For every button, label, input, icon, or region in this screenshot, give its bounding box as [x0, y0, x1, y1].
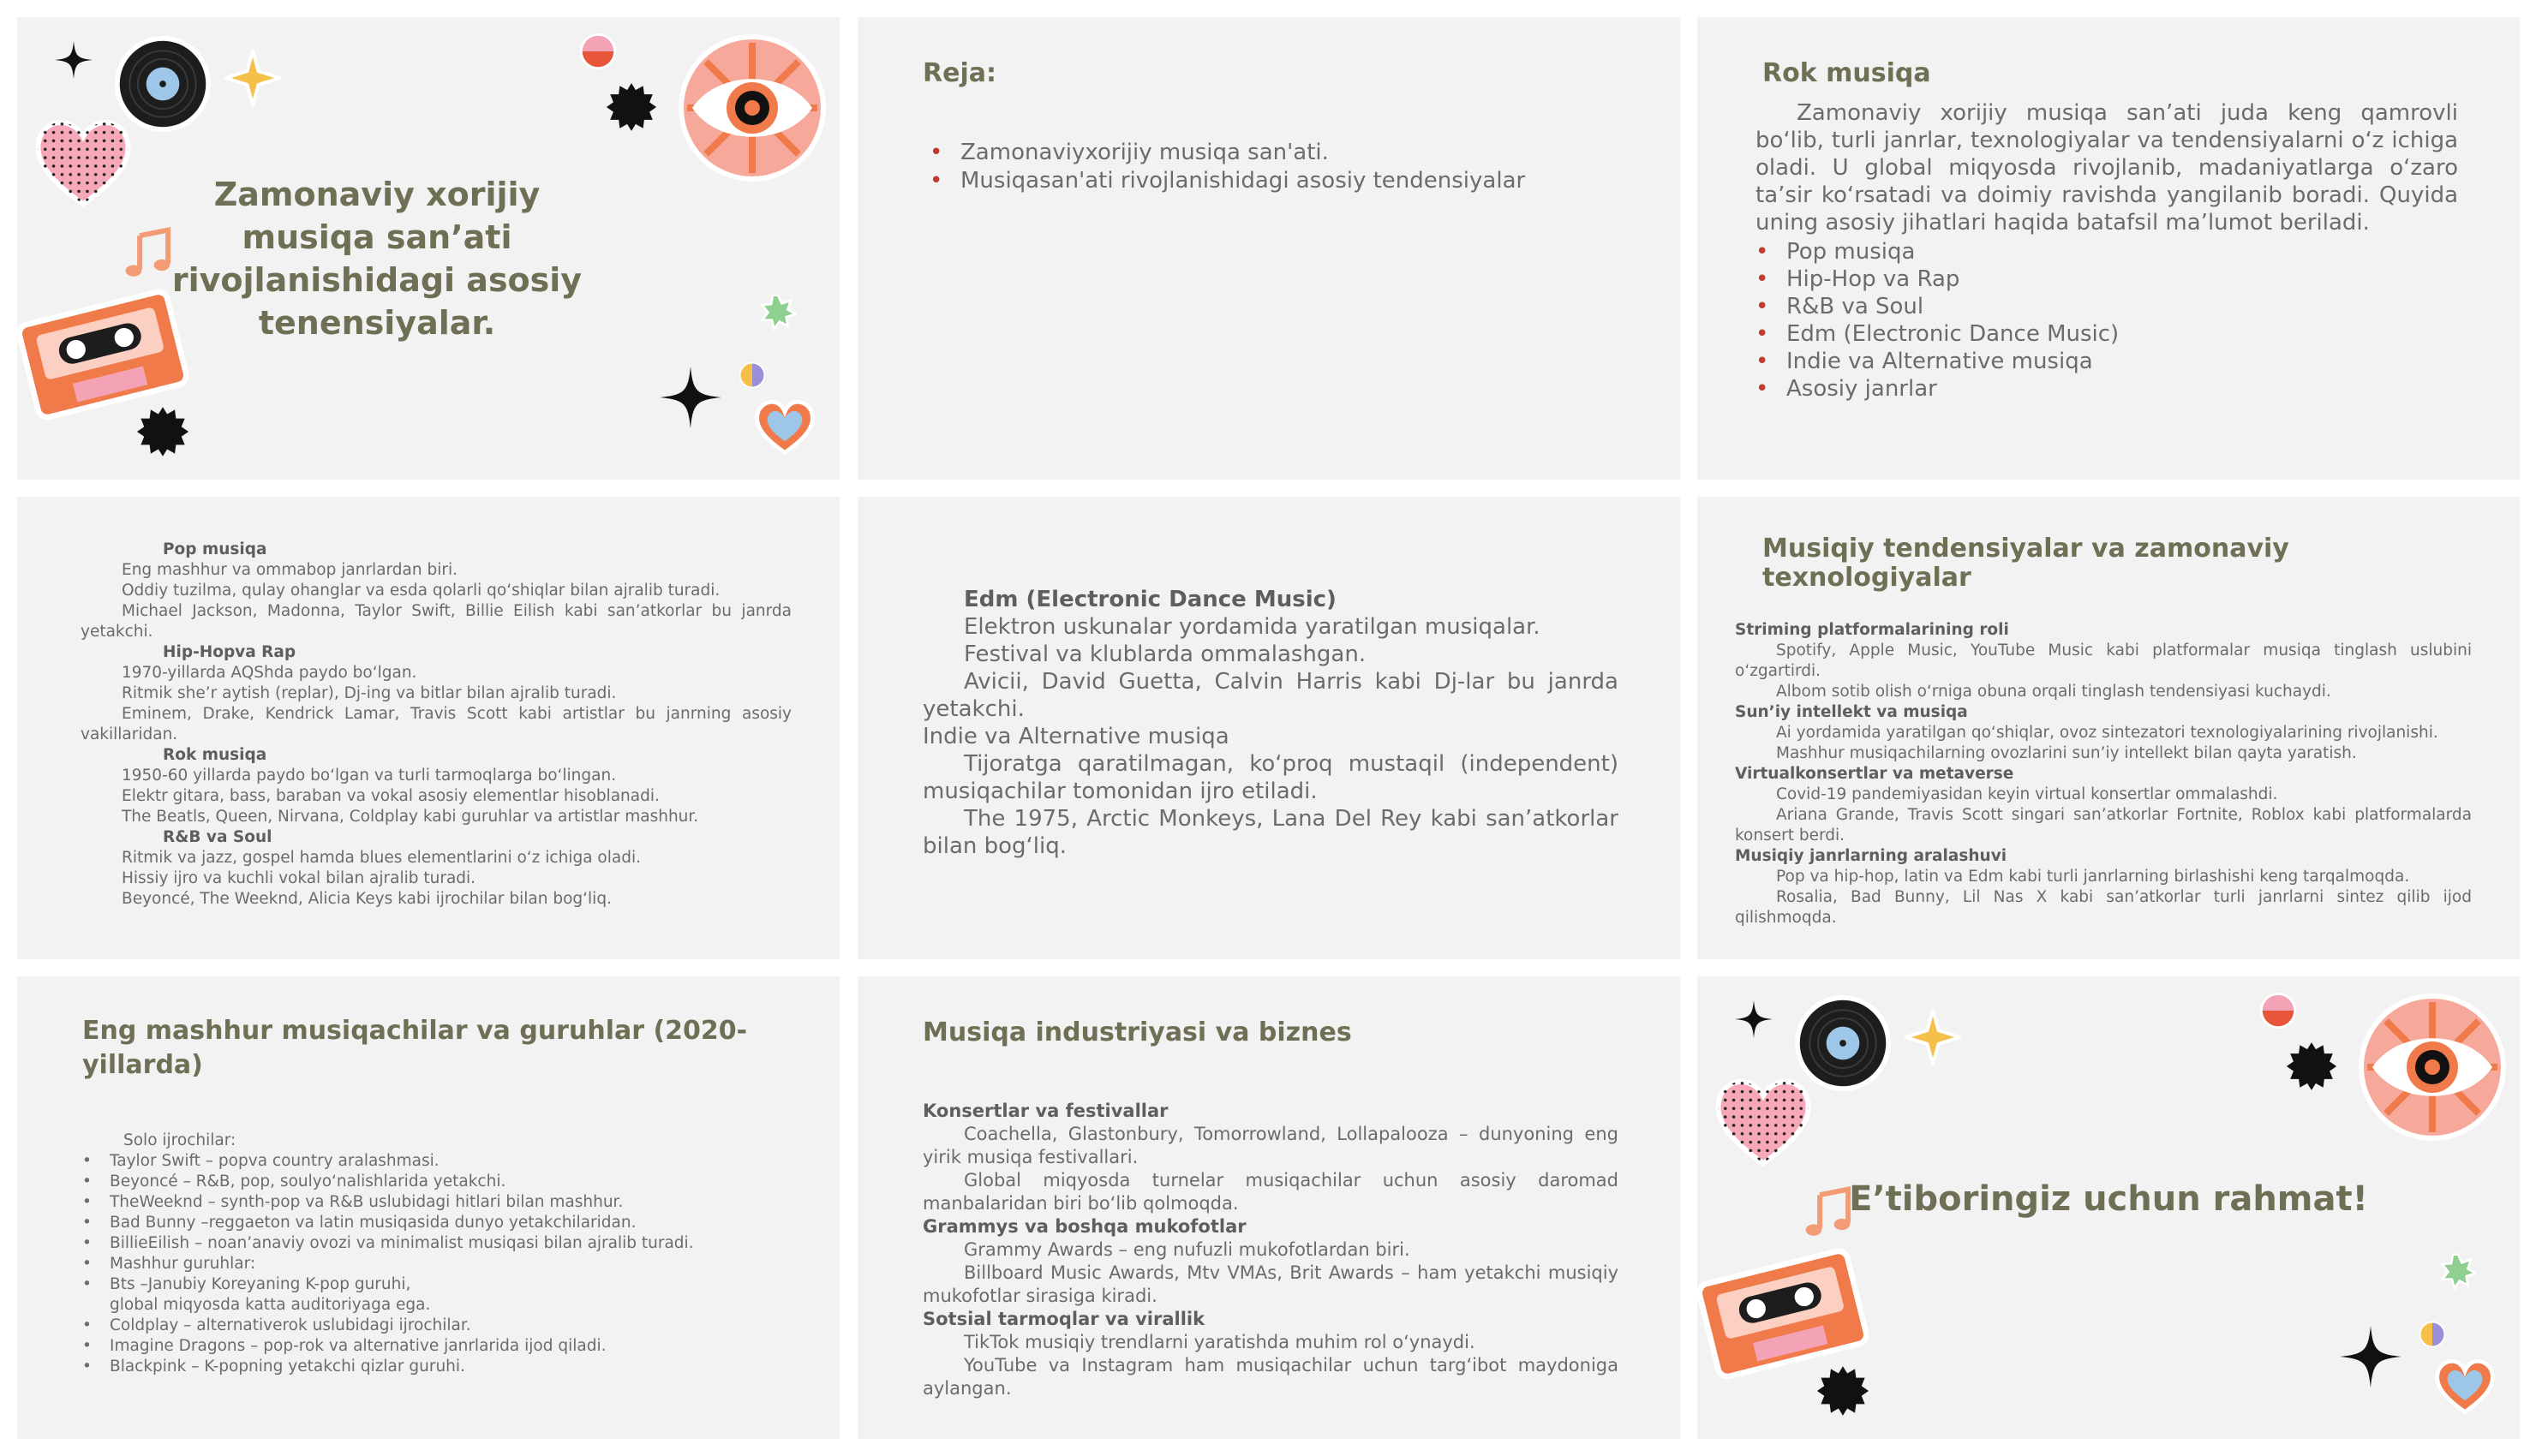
slide-heading: Musiqa industriyasi va biznes: [923, 1017, 1352, 1047]
text-line: Covid-19 pandemiyasidan keyin virtual konsertlar ommalashdi.: [1776, 785, 2278, 803]
text-line: Eminem, Drake, Kendrick Lamar, Travis Scott kabi artistlar bu janrning asosiy vakillaridan.: [81, 705, 792, 743]
section-title: Edm (Electronic Dance Music): [964, 587, 1337, 612]
flower-icon: [759, 293, 797, 331]
gear-icon: [2285, 1040, 2338, 1093]
edm-text: [923, 586, 1618, 860]
dotted-heart-icon: [1713, 1071, 1814, 1172]
text-line: Oddiy tuzilma, qulay ohanglar va esda qolarli qo‘shiqlar bilan ajralib turadi.: [122, 582, 721, 600]
sparkle-icon: [1735, 1000, 1773, 1038]
text-line: Festival va klublarda ommalashgan.: [964, 641, 1367, 667]
text-line: Michael Jackson, Madonna, Taylor Swift, Billie Eilish kabi san’atkorlar bu janrda yetakchi.: [81, 602, 792, 641]
text-line: YouTube va Instagram ham musiqachilar uchun targ‘ibot maydoniga aylangan.: [923, 1355, 1618, 1399]
list-item: • Indie va Alternative musiqa: [1755, 348, 2458, 375]
section-title: Sotsial tarmoqlar va virallik: [923, 1309, 1205, 1329]
eye-icon: [675, 31, 829, 185]
text-line: Avicii, David Guetta, Calvin Harris kabi Dj-lar bu janrda yetakchi.: [923, 669, 1618, 722]
presentation-title: Zamonaviy xorijiy musiqa san’ati rivojlanishidagi asosiy tenensiyalar.: [171, 176, 583, 342]
section-title: Konsertlar va festivallar: [923, 1101, 1169, 1121]
slide-trends[interactable]: [1697, 497, 2520, 959]
text-line: Elektr gitara, bass, baraban va vokal asosiy elementlar hisoblanadi.: [122, 787, 660, 805]
list-item: • Pop musiqa: [1755, 238, 2458, 266]
list-item: • Taylor Swift – popva country aralashmasi.: [82, 1151, 785, 1172]
star-icon: [224, 50, 281, 106]
list-item: • Hip-Hop va Rap: [1755, 266, 2458, 293]
section-title: Pop musiqa: [163, 540, 267, 558]
text-line: Global miqyosda turnelar musiqachilar uchun asosiy daromad manbalaridan biri bo‘lib qolmoqda.: [923, 1170, 1618, 1214]
artists-text: [82, 1131, 785, 1377]
sparkle-icon: [2340, 1326, 2401, 1387]
list-item: • Blackpink – K-popning yetakchi qizlar guruhi.: [82, 1357, 785, 1377]
trends-text: [1735, 620, 2472, 928]
gear-icon: [1815, 1364, 1870, 1418]
text-line: 1950-60 yillarda paydo bo‘lgan va turli tarmoqlarga bo‘lingan.: [122, 767, 617, 785]
list-item: • R&B va Soul: [1755, 293, 2458, 320]
plan-list: [930, 139, 1632, 195]
text-line: The Beatls, Queen, Nirvana, Coldplay kabi guruhlar va artistlar mashhur.: [122, 808, 699, 826]
text-line: Albom sotib olish o‘rniga obuna orqali tinglash tendensiyasi kuchaydi.: [1776, 683, 2331, 701]
small-heart-icon: [2432, 1353, 2497, 1418]
text-line: TikTok musiqiy trendlarni yaratishda muhim rol o‘ynaydi.: [964, 1332, 1475, 1352]
list-item: • Imagine Dragons – pop-rok va alternative janrlarida ijod qiladi.: [82, 1336, 785, 1357]
dotted-heart-icon: [33, 111, 134, 212]
text-line: Billboard Music Awards, Mtv VMAs, Brit Awards – ham yetakchi musiqiy mukofotlar sirasiga kiradi.: [923, 1262, 1618, 1306]
text-line: 1970-yillarda AQShda paydo bo‘lgan.: [122, 664, 417, 682]
slide-edm-indie[interactable]: [858, 497, 1680, 959]
text-line: Rosalia, Bad Bunny, Lil Nas X kabi san’atkorlar turli janrlarni sintez qilib ijod qilishmoqda.: [1735, 888, 2472, 927]
slide-rok-musiqa[interactable]: [1697, 17, 2520, 480]
text-line: Grammy Awards – eng nufuzli mukofotlardan biri.: [964, 1239, 1410, 1260]
dot-icon: [2417, 1319, 2448, 1350]
list-item: • Mashhur guruhlar:: [82, 1254, 785, 1274]
text-line: Pop va hip-hop, latin va Edm kabi turli janrlarning birlashishi keng tarqalmoqda.: [1776, 868, 2410, 886]
dot-icon: [737, 360, 768, 391]
intro-paragraph: Zamonaviy xorijiy musiqa san’ati juda keng qamrovli bo‘lib, turli janrlar, texnologiyalar va tendensiyalarni o‘z ichiga oladi. U global miqyosda rivojlanib, madaniyatlarga o‘zaro ta’sir ko‘rsatadi va doimiy ravishda yangilanib boradi. Quyida uning asosiy jihatlari haqida batafsil ma’lumot beriladi.: [1755, 100, 2458, 236]
section-title: R&B va Soul: [163, 828, 272, 846]
gear-icon: [605, 81, 658, 134]
text-line: Mashhur musiqachilarning ovozlarini sun’iy intellekt bilan qayta yaratish.: [1776, 744, 2357, 762]
sparkle-icon: [660, 367, 721, 428]
text-line: Solo ijrochilar:: [123, 1131, 236, 1149]
text-line: Eng mashhur va ommabop janrlardan biri.: [122, 561, 458, 579]
list-item: • Coldplay – alternativerok uslubidagi ijrochilar.: [82, 1316, 785, 1336]
slide-plan[interactable]: [858, 17, 1680, 480]
star-icon: [1905, 1009, 1961, 1065]
text-line: Coachella, Glastonbury, Tomorrowland, Lollapalooza – dunyoning eng yirik musiqa festivallari.: [923, 1124, 1618, 1167]
text-line: Beyoncé, The Weeknd, Alicia Keys kabi ijrochilar bilan bog‘liq.: [122, 890, 612, 908]
artists-list: [82, 1151, 785, 1377]
slide-heading: Eng mashhur musiqachilar va guruhlar (2020-yillarda): [82, 1016, 748, 1080]
slide-top-artists[interactable]: [17, 976, 840, 1439]
list-item: • BillieEilish – noan’anaviy ovozi va minimalist musiqasi bilan ajralib turadi.: [82, 1233, 785, 1254]
list-item: • Asosiy janrlar: [1755, 375, 2458, 403]
slide-thanks[interactable]: [1697, 976, 2520, 1439]
section-title: Sun’iy intellekt va musiqa: [1735, 703, 1968, 721]
list-item: • Zamonaviyxorijiy musiqa san'ati.: [930, 139, 1632, 167]
slide-heading: Musiqiy tendensiyalar va zamonaviy texnologiyalar: [1762, 534, 2289, 593]
genre-list: [1755, 238, 2458, 403]
flower-icon: [2439, 1252, 2477, 1290]
list-item: • Bad Bunny –reggaeton va latin musiqasida dunyo yetakchilaridan.: [82, 1213, 785, 1233]
list-item: • Musiqasan'ati rivojlanishidagi asosiy tendensiyalar: [930, 167, 1632, 195]
text-line: Elektron uskunalar yordamida yaratilgan musiqalar.: [964, 614, 1540, 640]
text-line: Ariana Grande, Travis Scott singari san’atkorlar Fortnite, Roblox kabi platformalarda konsert berdi.: [1735, 806, 2472, 844]
half-circle-icon: [577, 31, 619, 72]
small-heart-icon: [752, 394, 817, 459]
section-subtitle: Indie va Alternative musiqa: [923, 724, 1229, 749]
text-line: Spotify, Apple Music, YouTube Music kabi platformalar musiqa tinglash uslubini o‘zgartirdi.: [1735, 641, 2472, 680]
section-title: Hip-Hopva Rap: [163, 643, 296, 661]
plan-heading: Reja:: [923, 58, 996, 88]
cassette-icon: [1697, 1247, 1869, 1381]
slide-industry[interactable]: [858, 976, 1680, 1439]
list-item: • Edm (Electronic Dance Music): [1755, 320, 2458, 348]
gear-icon: [135, 404, 190, 459]
section-title: Striming platformalarining roli: [1735, 621, 2009, 639]
list-item: • Beyoncé – R&B, pop, soulyo‘nalishlarida yetakchi.: [82, 1172, 785, 1192]
section-title: Virtualkonsertlar va metaverse: [1735, 765, 2014, 783]
sparkle-icon: [55, 41, 93, 79]
text-line: Tijoratga qaratilmagan, ko‘proq mustaqil (independent) musiqachilar tomonidan ijro etiladi.: [923, 751, 1618, 804]
eye-icon: [2355, 990, 2509, 1144]
text-line: Ai yordamida yaratilgan qo‘shiqlar, ovoz sintezatori texnologiyalarining rivojlanishi.: [1776, 724, 2438, 742]
slide-title[interactable]: [17, 17, 840, 480]
text-line: Hissiy ijro va kuchli vokal bilan ajralib turadi.: [122, 869, 476, 887]
industry-text: [923, 1100, 1618, 1400]
half-circle-icon: [2258, 990, 2299, 1031]
list-item: • TheWeeknd – synth-pop va R&B uslubidagi hitlari bilan mashhur.: [82, 1192, 785, 1213]
section-title: Musiqiy janrlarning aralashuvi: [1735, 847, 2007, 865]
text-line: The 1975, Arctic Monkeys, Lana Del Rey kabi san’atkorlar bilan bog‘liq.: [923, 806, 1618, 859]
thanks-title: E’tiboringiz uchun rahmat!: [1849, 1179, 2368, 1219]
section-title: Grammys va boshqa mukofotlar: [923, 1216, 1247, 1237]
text-line: Ritmik va jazz, gospel hamda blues elementlarini o‘z ichiga oladi.: [122, 849, 641, 867]
genres-text: [81, 540, 792, 910]
list-item: • Bts –Janubiy Koreyaning K-pop guruhi, global miqyosda katta auditoriyaga ega.: [82, 1274, 785, 1316]
text-line: Ritmik she’r aytish (replar), Dj-ing va bitlar bilan ajralib turadi.: [122, 684, 617, 702]
section-title: Rok musiqa: [163, 746, 267, 764]
slide-genres-detail[interactable]: [17, 497, 840, 959]
slide-heading: Rok musiqa: [1762, 58, 1931, 88]
